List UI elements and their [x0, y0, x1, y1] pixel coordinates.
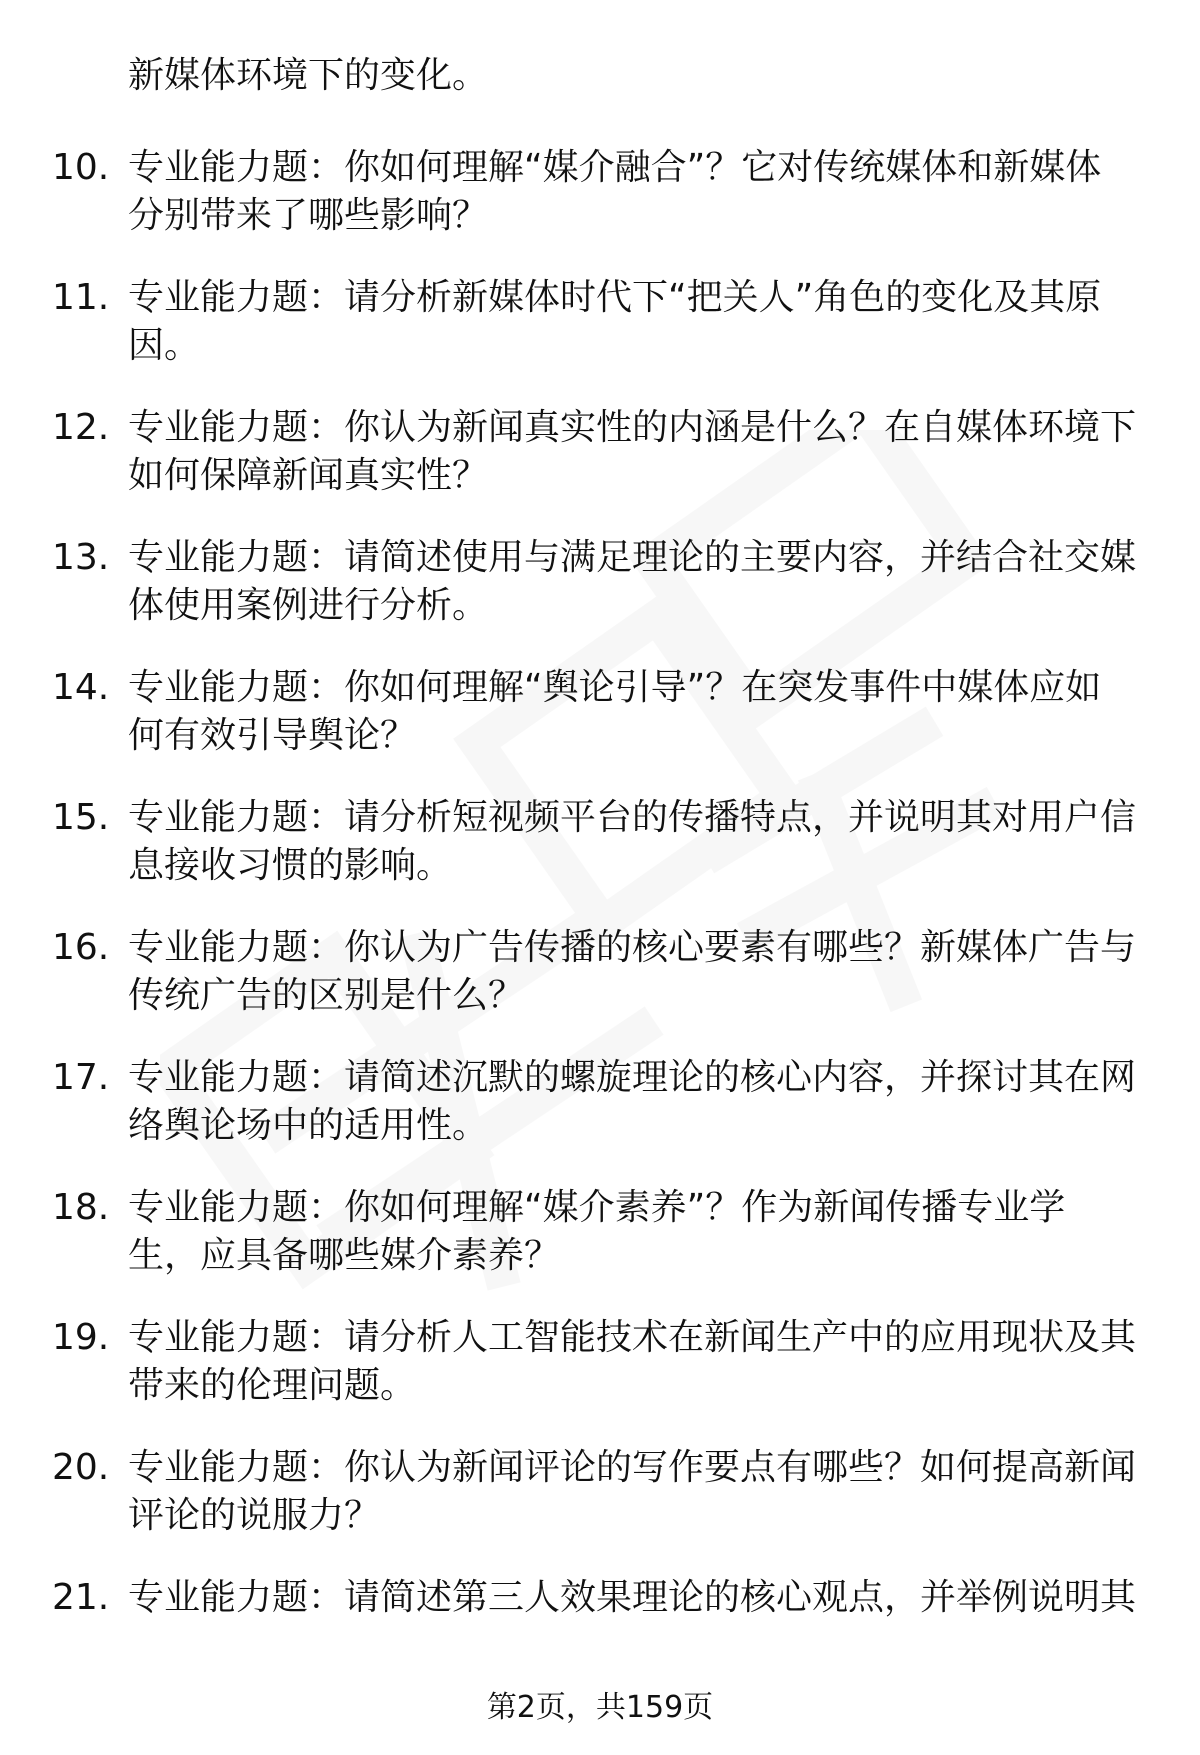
question-text-line: 专业能力题：请分析人工智能技术在新闻生产中的应用现状及其	[128, 1317, 1137, 1358]
question-text-line: 专业能力题：你如何理解“媒介融合”？它对传统媒体和新媒体	[128, 147, 1102, 188]
question-number: 11.	[52, 277, 110, 318]
question-item	[0, 1184, 1200, 1314]
question-text-line: 如何保障新闻真实性？	[128, 455, 489, 496]
question-text-line: 评论的说服力？	[128, 1495, 381, 1536]
question-item	[0, 1054, 1200, 1184]
question-text-line: 专业能力题：请分析新媒体时代下“把关人”角色的变化及其原	[128, 277, 1102, 318]
question-number: 10.	[52, 147, 110, 188]
question-number: 19.	[52, 1317, 110, 1358]
question-text-line: 传统广告的区别是什么？	[128, 975, 525, 1016]
question-text-line: 因。	[128, 325, 201, 366]
question-item	[0, 664, 1200, 794]
question-text-line: 何有效引导舆论？	[128, 715, 417, 756]
question-item	[0, 144, 1200, 274]
question-item	[0, 274, 1200, 404]
question-item	[0, 924, 1200, 1054]
question-item	[0, 1574, 1200, 1704]
question-number: 14.	[52, 667, 110, 708]
question-item	[0, 404, 1200, 534]
question-number: 13.	[52, 537, 110, 578]
question-text-line: 体使用案例进行分析。	[128, 585, 489, 626]
question-text-line: 生，应具备哪些媒介素养？	[128, 1235, 561, 1276]
question-number: 12.	[52, 407, 110, 448]
question-text-line: 专业能力题：你认为新闻评论的写作要点有哪些？如何提高新闻	[128, 1447, 1137, 1488]
question-text-line: 专业能力题：你如何理解“舆论引导”？在突发事件中媒体应如	[128, 667, 1102, 708]
question-text-line: 专业能力题：请分析短视频平台的传播特点，并说明其对用户信	[128, 797, 1137, 838]
question-number: 16.	[52, 927, 110, 968]
question-item	[0, 1444, 1200, 1574]
question-number: 18.	[52, 1187, 110, 1228]
question-text-line: 分别带来了哪些影响？	[128, 195, 489, 236]
question-text-line: 专业能力题：请简述使用与满足理论的主要内容，并结合社交媒	[128, 537, 1137, 578]
question-text-line: 带来的伦理问题。	[128, 1365, 417, 1406]
question-number: 21.	[52, 1577, 110, 1618]
question-number: 20.	[52, 1447, 110, 1488]
question-item	[0, 534, 1200, 664]
question-text-line: 专业能力题：你如何理解“媒介素养”？作为新闻传播专业学	[128, 1187, 1066, 1228]
question-number: 15.	[52, 797, 110, 838]
question-text-line: 专业能力题：你认为新闻真实性的内涵是什么？在自媒体环境下	[128, 407, 1137, 448]
page-footer: 第2页，共159页	[486, 1690, 714, 1725]
continued-question-text: 新媒体环境下的变化。	[128, 55, 489, 96]
question-text-line: 专业能力题：你认为广告传播的核心要素有哪些？新媒体广告与	[128, 927, 1137, 968]
question-item	[0, 1314, 1200, 1444]
question-text-line: 息接收习惯的影响。	[128, 845, 453, 886]
question-list	[0, 144, 1200, 1704]
question-text-line: 络舆论场中的适用性。	[128, 1105, 489, 1146]
question-item	[0, 794, 1200, 924]
question-text-line: 专业能力题：请简述第三人效果理论的核心观点，并举例说明其	[128, 1577, 1137, 1618]
question-number: 17.	[52, 1057, 110, 1098]
question-text-line: 专业能力题：请简述沉默的螺旋理论的核心内容，并探讨其在网	[128, 1057, 1137, 1098]
